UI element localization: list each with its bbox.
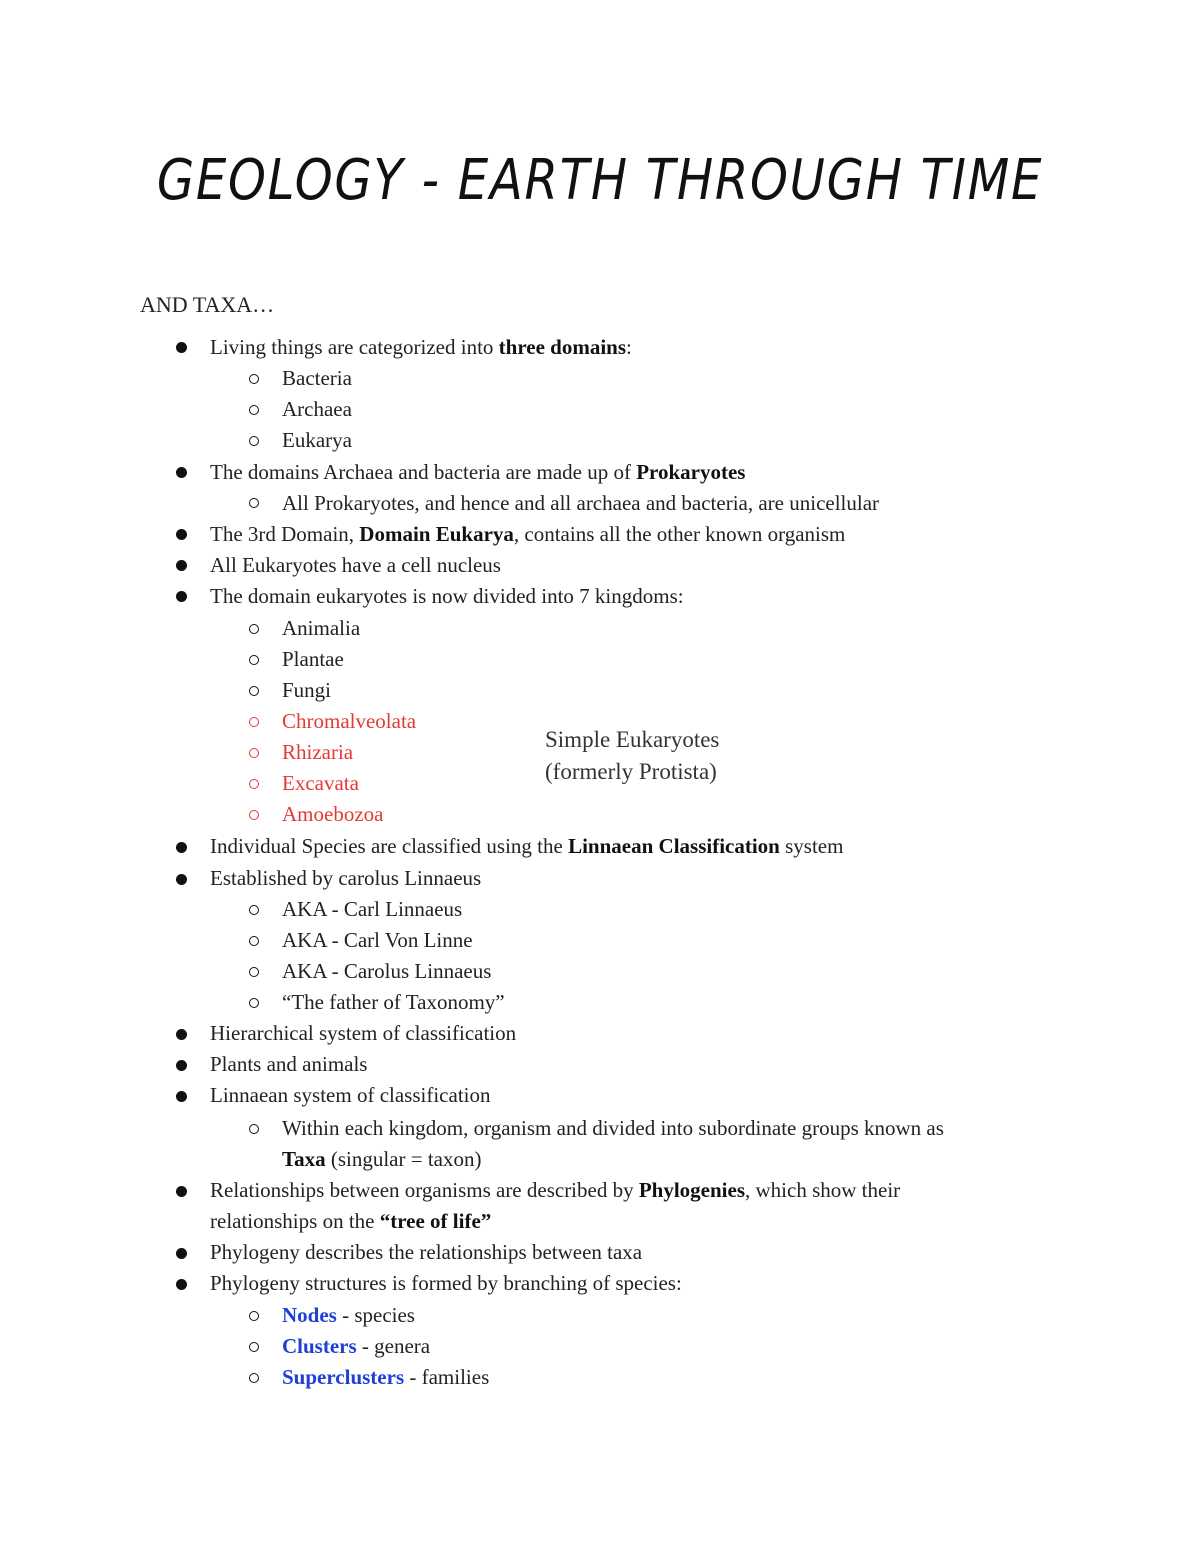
note-line: Simple Eukaryotes [545,727,720,752]
bullet-icon [176,1091,187,1102]
sub-list-item: Within each kingdom, organism and divided into subordinate groups known as [282,1116,944,1140]
list-item: Relationships between organisms are described by Phylogenies, which show their [210,1178,901,1202]
list-item: All Eukaryotes have a cell nucleus [210,553,501,577]
sub-list-item: Chromalveolata [282,709,417,733]
list-item: Hierarchical system of classification [210,1021,517,1045]
sub-list-item: AKA - Carolus Linnaeus [282,959,492,983]
bullet-icon [176,342,187,353]
list-item: The 3rd Domain, Domain Eukarya, contains all the other known organism [210,522,846,546]
bullet-icon [176,842,187,853]
sub-list-item: Rhizaria [282,740,354,764]
sub-list-item: Clusters - genera [282,1334,431,1358]
sub-list-item: “The father of Taxonomy” [282,990,505,1014]
sub-list-item: AKA - Carl Von Linne [282,928,473,952]
list-item: Individual Species are classified using the Linnaean Classification system [210,834,844,858]
bullet-icon [176,1029,187,1040]
sub-bullet-icon [249,374,259,384]
sub-bullet-icon [249,624,259,634]
sub-list-item: Fungi [282,678,332,702]
list-item: Established by carolus Linnaeus [210,866,482,890]
bullet-icon [176,529,187,540]
sub-bullet-icon [249,498,259,508]
annotation-note [545,724,719,788]
bullet-icon [176,591,187,602]
list-item: The domains Archaea and bacteria are made up of Prokaryotes [210,460,746,484]
bullet-icon [176,1248,187,1259]
sub-bullet-icon [249,717,259,727]
section-heading: AND TAXA… [140,292,275,317]
sub-bullet-icon [249,655,259,665]
sub-list-item: Archaea [282,397,352,421]
sub-list-item-continued: Taxa (singular = taxon) [282,1147,482,1171]
sub-list-item: Animalia [282,616,361,640]
sub-list-item: Amoebozoa [282,802,384,826]
list-item: The domain eukaryotes is now divided into 7 kingdoms: [210,584,684,608]
sub-list-item: AKA - Carl Linnaeus [282,897,463,921]
list-item: Phylogeny structures is formed by branching of species: [210,1271,682,1295]
list-item: Plants and animals [210,1052,368,1076]
note-line: (formerly Protista) [545,759,717,784]
sub-list-item: Plantae [282,647,344,671]
bullet-icon [176,560,187,571]
sub-list-item: Bacteria [282,366,352,390]
list-item: Linnaean system of classification [210,1083,491,1107]
sub-bullet-icon [249,967,259,977]
bullet-icon [176,467,187,478]
bullet-icon [176,874,187,885]
bullet-icon [176,1186,187,1197]
sub-bullet-icon [249,810,259,820]
bullet-icon [176,1279,187,1290]
sub-list-item: Excavata [282,771,359,795]
bullet-icon [176,1060,187,1071]
sub-bullet-icon [249,779,259,789]
sub-list-item: All Prokaryotes, and hence and all archaea and bacteria, are unicellular [282,491,880,515]
sub-bullet-icon [249,936,259,946]
page-title: GEOLOGY - EARTH THROUGH TIME [156,148,1044,213]
sub-list-item: Eukarya [282,428,352,452]
list-item-continued: relationships on the “tree of life” [210,1209,492,1233]
sub-bullet-icon [249,686,259,696]
sub-list-item: Superclusters - families [282,1365,490,1389]
list-item: Living things are categorized into three domains: [210,335,632,359]
sub-bullet-icon [249,436,259,446]
list-item: Phylogeny describes the relationships between taxa [210,1240,643,1264]
sub-bullet-icon [249,405,259,415]
sub-list-item: Nodes - species [282,1303,415,1327]
sub-bullet-icon [249,1311,259,1321]
sub-bullet-icon [249,748,259,758]
sub-bullet-icon [249,1124,259,1134]
sub-bullet-icon [249,998,259,1008]
sub-bullet-icon [249,905,259,915]
sub-bullet-icon [249,1342,259,1352]
sub-bullet-icon [249,1373,259,1383]
